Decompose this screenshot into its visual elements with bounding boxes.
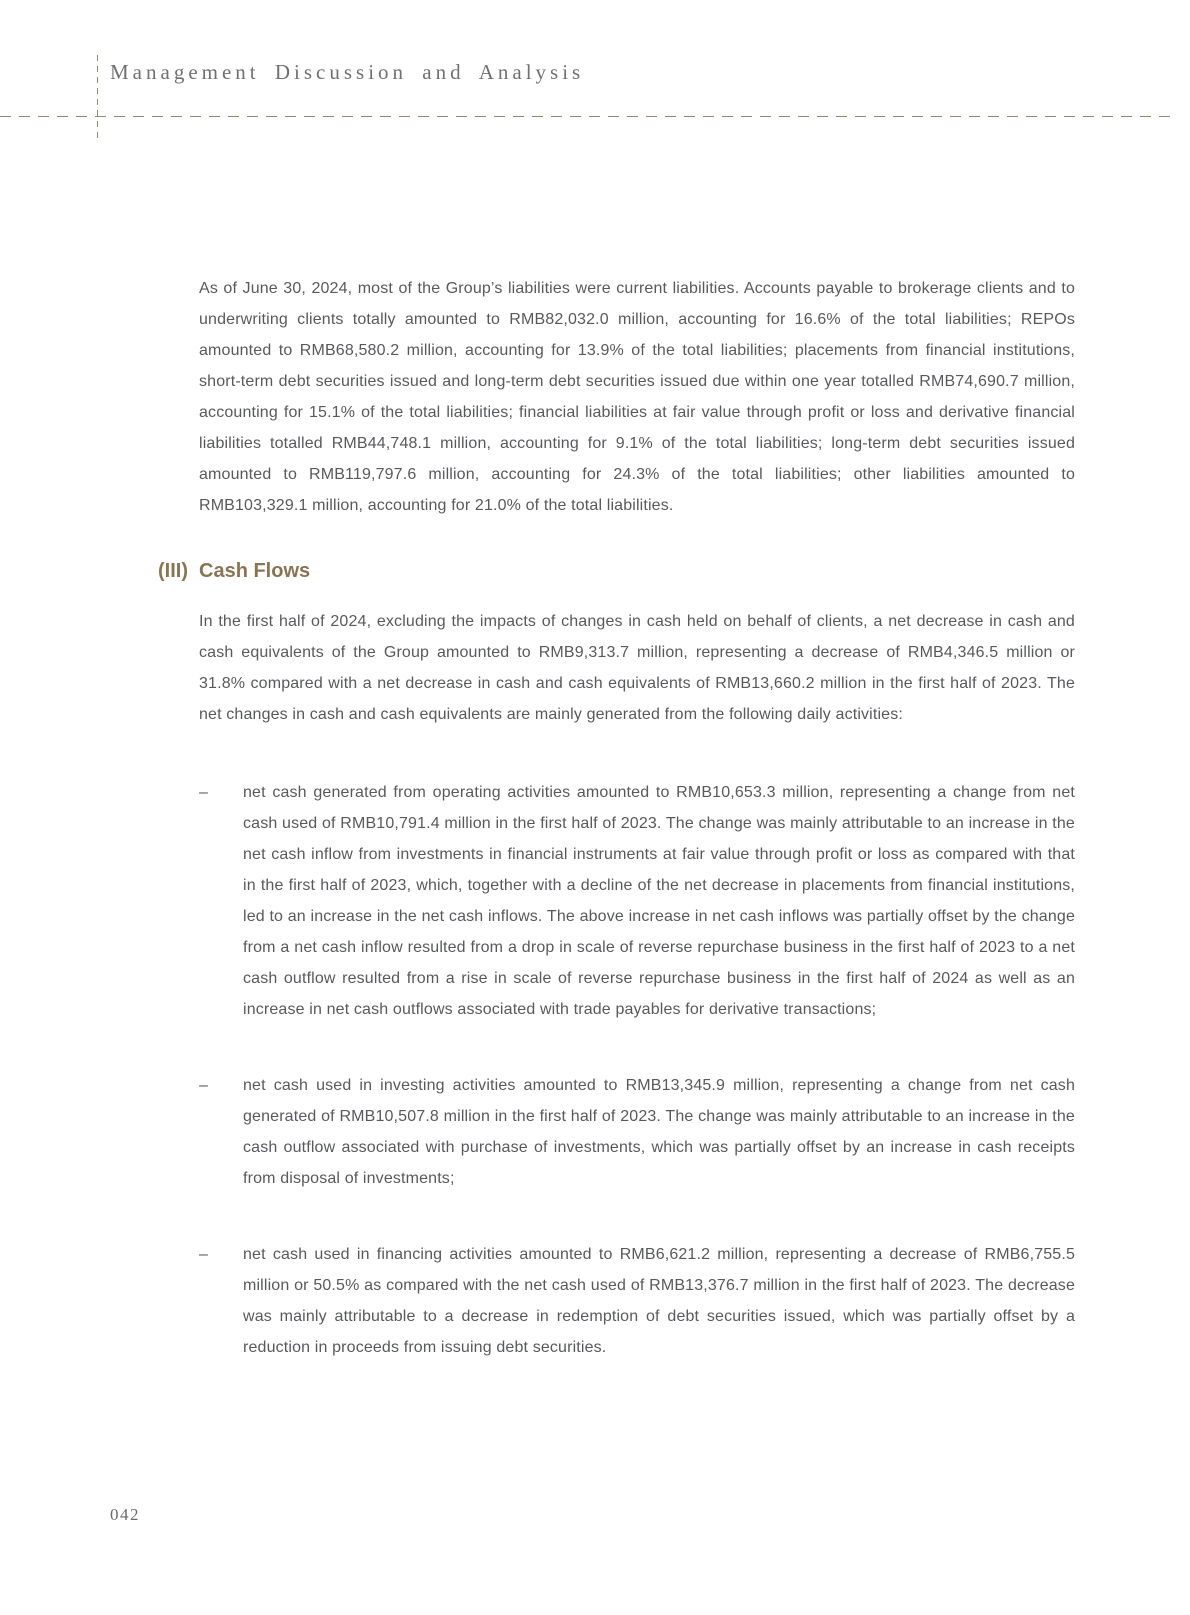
bullet-list	[199, 777, 1075, 1363]
bullet-text: net cash used in investing activities amounted to RMB13,345.9 million, representing a change from net cash generated of RMB10,507.8 million in the first half of 2023. The change was mainly attributable to an increase in the cash outflow associated with purchase of investments, which was partially offset by an increase in cash receipts from disposal of investments;	[243, 1077, 1075, 1187]
horizontal-dashed-rule	[0, 116, 1172, 117]
bullet-text: net cash generated from operating activities amounted to RMB10,653.3 million, representing a change from net cash used of RMB10,791.4 million in the first half of 2023. The change was mainly attributable to an increase in the net cash inflow from investments in financial instruments at fair value through profit or loss as compared with that in the first half of 2023, which, together with a decline of the net decrease in placements from financial institutions, led to an increase in the net cash inflows. The above increase in net cash inflows was partially offset by the change from a net cash inflow resulted from a drop in scale of reverse repurchase business in the first half of 2023 to a net cash outflow resulted from a rise in scale of reverse repurchase business in the first half of 2024 as well as an increase in net cash outflows associated with trade payables for derivative transactions;	[243, 784, 1075, 1018]
bullet-dash: –	[199, 784, 208, 801]
section-number: (III)	[158, 560, 188, 582]
content-column	[158, 273, 1075, 1363]
paragraph-liabilities: As of June 30, 2024, most of the Group’s liabilities were current liabilities. Accounts payable to brokerage clients and to underwriting clients totally amounted to RMB82,032.0 million, accounting for 16.6% of the total liabilities; REPOs amounted to RMB68,580.2 million, accounting for 13.9% of the total liabilities; placements from financial institutions, short-term debt securities issued and long-term debt securities issued due within one year totalled RMB74,690.7 million, accounting for 15.1% of the total liabilities; financial liabilities at fair value through profit or loss and derivative financial liabilities totalled RMB44,748.1 million, accounting for 9.1% of the total liabilities; long-term debt securities issued amounted to RMB119,797.6 million, accounting for 24.3% of the total liabilities; other liabilities amounted to RMB103,329.1 million, accounting for 21.0% of the total liabilities.	[199, 280, 1075, 514]
vertical-dashed-rule	[97, 55, 98, 138]
list-item-financing-activities	[199, 1239, 1075, 1363]
list-item-investing-activities	[199, 1070, 1075, 1194]
paragraph-cash-flows-intro: In the first half of 2024, excluding the impacts of changes in cash held on behalf of clients, a net decrease in cash and cash equivalents of the Group amounted to RMB9,313.7 million, representing a decrease of RMB4,346.5 million or 31.8% compared with a net decrease in cash and cash equivalents of RMB13,660.2 million in the first half of 2023. The net changes in cash and cash equivalents are mainly generated from the following daily activities:	[199, 613, 1075, 723]
section-title: Cash Flows	[199, 560, 311, 582]
page-number: 042	[110, 1505, 140, 1524]
section-heading-cash-flows	[158, 558, 1075, 584]
list-item-operating-activities	[199, 777, 1075, 1025]
bullet-dash: –	[199, 1077, 208, 1094]
bullet-text: net cash used in financing activities amounted to RMB6,621.2 million, representing a decrease of RMB6,755.5 million or 50.5% as compared with the net cash used of RMB13,376.7 million in the first half of 2023. The decrease was mainly attributable to a decrease in redemption of debt securities issued, which was partially offset by a reduction in proceeds from issuing debt securities.	[243, 1246, 1075, 1356]
page-title: Management Discussion and Analysis	[110, 60, 585, 84]
bullet-dash: –	[199, 1246, 208, 1263]
